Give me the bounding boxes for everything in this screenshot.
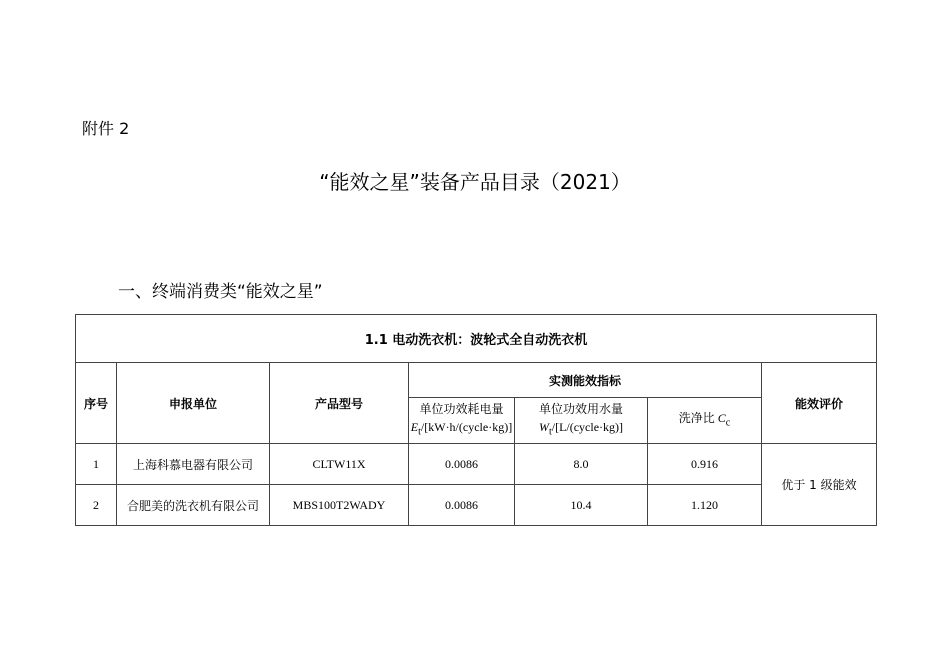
header-rating: 能效评价 [762, 363, 877, 444]
row-energy: 0.0086 [409, 444, 515, 485]
row-water: 10.4 [515, 485, 648, 526]
row-seq: 1 [76, 444, 117, 485]
row-water: 8.0 [515, 444, 648, 485]
row-wash-ratio: 0.916 [648, 444, 762, 485]
row-wash-ratio: 1.120 [648, 485, 762, 526]
document-title: “能效之星”装备产品目录（2021） [319, 170, 631, 194]
attachment-label: 附件 2 [82, 119, 130, 138]
header-company: 申报单位 [117, 363, 270, 444]
subheader-water-label: 单位功效用水量 [538, 401, 623, 416]
row-company: 合肥美的洗衣机有限公司 [117, 485, 270, 526]
product-table [75, 314, 877, 526]
section-heading: 一、终端消费类“能效之星” [118, 282, 323, 302]
header-measured: 实测能效指标 [409, 363, 762, 398]
subheader-wash-ratio [648, 398, 762, 444]
subheader-wash-ratio-unit: $C_c$ [717, 410, 731, 429]
table-caption: 1.1 电动洗衣机：波轮式全自动洗衣机 [76, 315, 877, 363]
subheader-water-unit: $W_t/[L/(cycle\cdot kg)]$ [538, 419, 624, 438]
row-company: 上海科慕电器有限公司 [117, 444, 270, 485]
header-seq: 序号 [76, 363, 117, 444]
table-row [76, 485, 877, 526]
subheader-energy-unit: $E_t/[kW\cdot h/(cycle\cdot kg)]$ [410, 419, 513, 438]
row-model: CLTW11X [270, 444, 409, 485]
subheader-wash-ratio-label: 洗净比 [678, 410, 715, 425]
subheader-energy [409, 398, 515, 444]
rating-value: 优于 1 级能效 [762, 444, 877, 526]
table-row [76, 444, 877, 485]
row-energy: 0.0086 [409, 485, 515, 526]
subheader-water [515, 398, 648, 444]
row-seq: 2 [76, 485, 117, 526]
row-model: MBS100T2WADY [270, 485, 409, 526]
header-model: 产品型号 [270, 363, 409, 444]
subheader-energy-label: 单位功效耗电量 [419, 401, 504, 416]
